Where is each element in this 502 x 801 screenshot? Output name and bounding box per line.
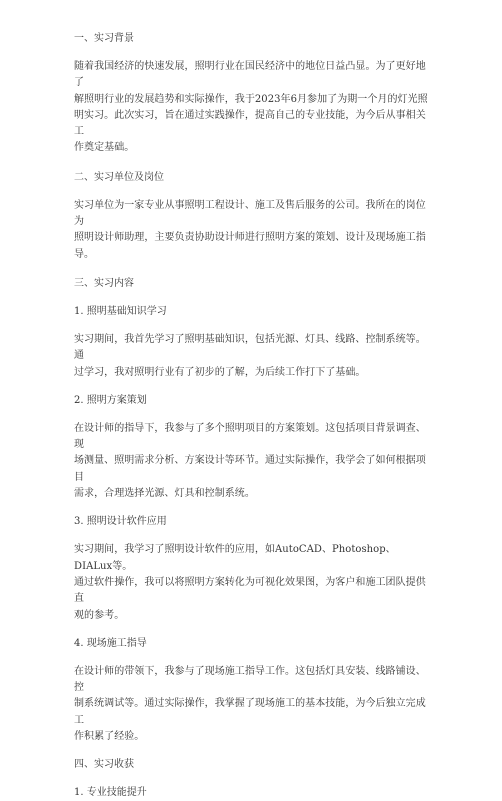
subheading-skills: 1. 专业技能提升 bbox=[74, 787, 147, 799]
paragraph-planning: 在设计师的指导下，我参与了多个照明项目的方案策划。这包括项目背景调查、现 场测量、照明需求分析、方案设计等环节。通过实际操作，我学会了如何根据项目 需求，合理选择光源、灯具和控制系统。 bbox=[74, 422, 426, 500]
section-heading-content: 三、实习内容 bbox=[74, 277, 134, 289]
paragraph-unit: 实习单位为一家专业从事照明工程设计、施工及售后服务的公司。我所在的岗位为 照明设计师助理，主要负责协助设计师进行照明方案的策划、设计及现场施工指导。 bbox=[74, 199, 426, 260]
subheading-onsite: 4. 现场施工指导 bbox=[74, 637, 147, 649]
subheading-planning: 2. 照明方案策划 bbox=[74, 394, 147, 406]
section-heading-background: 一、实习背景 bbox=[74, 33, 134, 44]
paragraph-basics: 实习期间，我首先学习了照明基础知识，包括光源、灯具、线路、控制系统等。通 过学习，我对照明行业有了初步的了解，为后续工作打下了基础。 bbox=[74, 333, 426, 378]
paragraph-background: 随着我国经济的快速发展，照明行业在国民经济中的地位日益凸显。为了更好地了 解照明行业的发展趋势和实际操作，我于2023年6月参加了为期一个月的灯光照 明实习。此次实习，旨在通过实践操作，提高自己的专业技能，为今后从事相关工 作奠定基础。 bbox=[74, 61, 428, 154]
subheading-software: 3. 照明设计软件应用 bbox=[74, 516, 167, 528]
paragraph-onsite: 在设计师的带领下，我参与了现场施工指导工作。这包括灯具安装、线路铺设、控 制系统调试等。通过实际操作，我掌握了现场施工的基本技能，为今后独立完成工 作积累了经验。 bbox=[74, 665, 426, 743]
subheading-basics: 1. 照明基础知识学习 bbox=[74, 305, 167, 317]
paragraph-software: 实习期间，我学习了照明设计软件的应用，如AutoCAD、Photoshop、DIALux等。 通过软件操作，我可以将照明方案转化为可视化效果图，为客户和施工团队提供直 观的参考。 bbox=[74, 544, 426, 621]
section-heading-gains: 四、实习收获 bbox=[74, 759, 134, 771]
section-heading-unit: 二、实习单位及岗位 bbox=[74, 171, 164, 183]
document-page bbox=[74, 31, 432, 801]
